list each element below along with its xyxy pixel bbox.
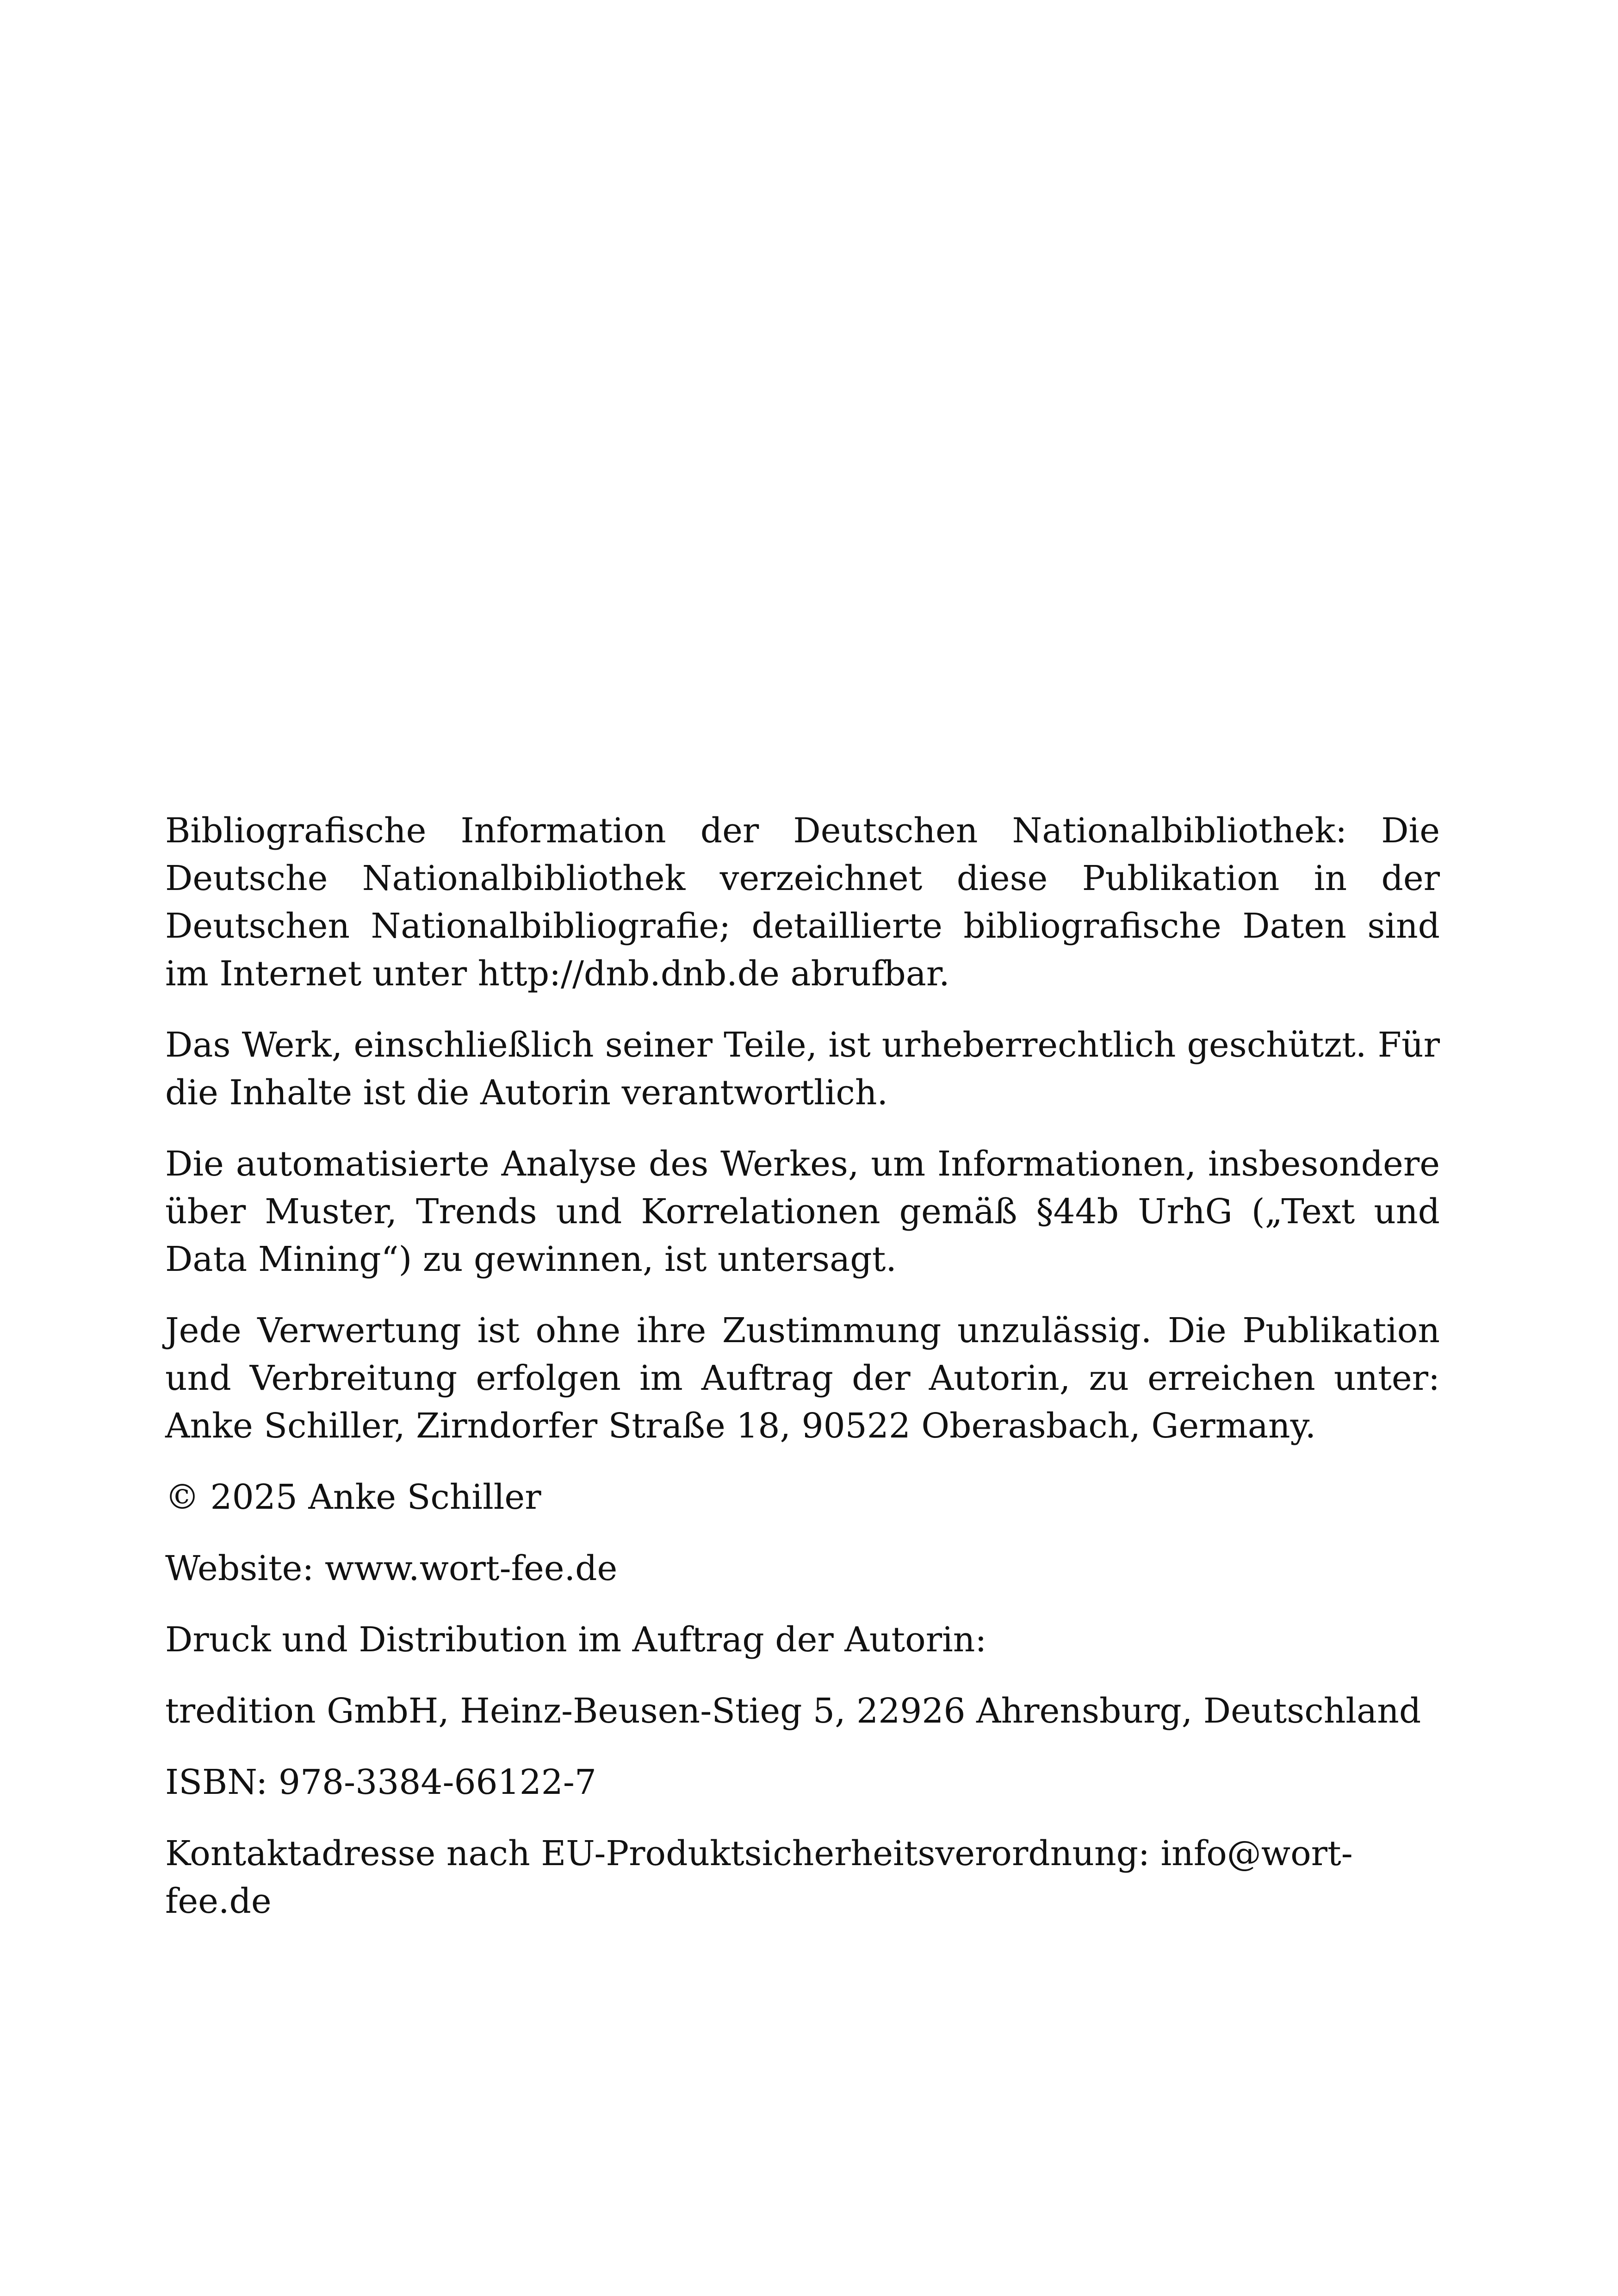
isbn-line: ISBN: 978-3384-66122-7: [165, 1762, 596, 1802]
publisher-address: tredition GmbH, Heinz-Beusen-Stieg 5, 22926 Ahrensburg, Deutschland: [165, 1691, 1421, 1731]
usage-rights-notice: Jede Verwertung ist ohne ihre Zustimmung unzulässig. Die Publikation und Verbreitung erfolgen im Auftrag der Autorin, zu erreichen unter: Anke Schiller, Zirndorfer Straße 18, 90522 Oberasbach, Germany.: [165, 1311, 1440, 1446]
copyright-notice: Das Werk, einschließlich seiner Teile, ist urheberrechtlich geschützt. Für die Inhalte ist die Autorin verantwortlich.: [165, 1025, 1440, 1113]
text-data-mining-notice: Die automatisierte Analyse des Werkes, um Informationen, insbesondere über Muster, Trends und Korrelationen gemäß §44b UrhG („Text und Data Mining“) zu gewinnen, ist untersagt.: [165, 1144, 1440, 1279]
contact-address: Kontaktadresse nach EU-Produktsicherheitsverordnung: info@wort-fee.de: [165, 1834, 1353, 1921]
bibliographic-information: Bibliografische Information der Deutschen Nationalbibliothek: Die Deutsche Nationalbibliothek verzeichnet diese Publikation in der Deutschen Nationalbibliografie; detaillierte bibliografische Daten sind im Internet unter http://dnb.dnb.de abrufbar.: [165, 811, 1440, 994]
imprint-block: [165, 807, 1440, 1949]
print-distribution-label: Druck und Distribution im Auftrag der Autorin:: [165, 1620, 987, 1660]
website-line: Website: www.wort-fee.de: [165, 1549, 618, 1588]
copyright-line: © 2025 Anke Schiller: [165, 1477, 541, 1517]
